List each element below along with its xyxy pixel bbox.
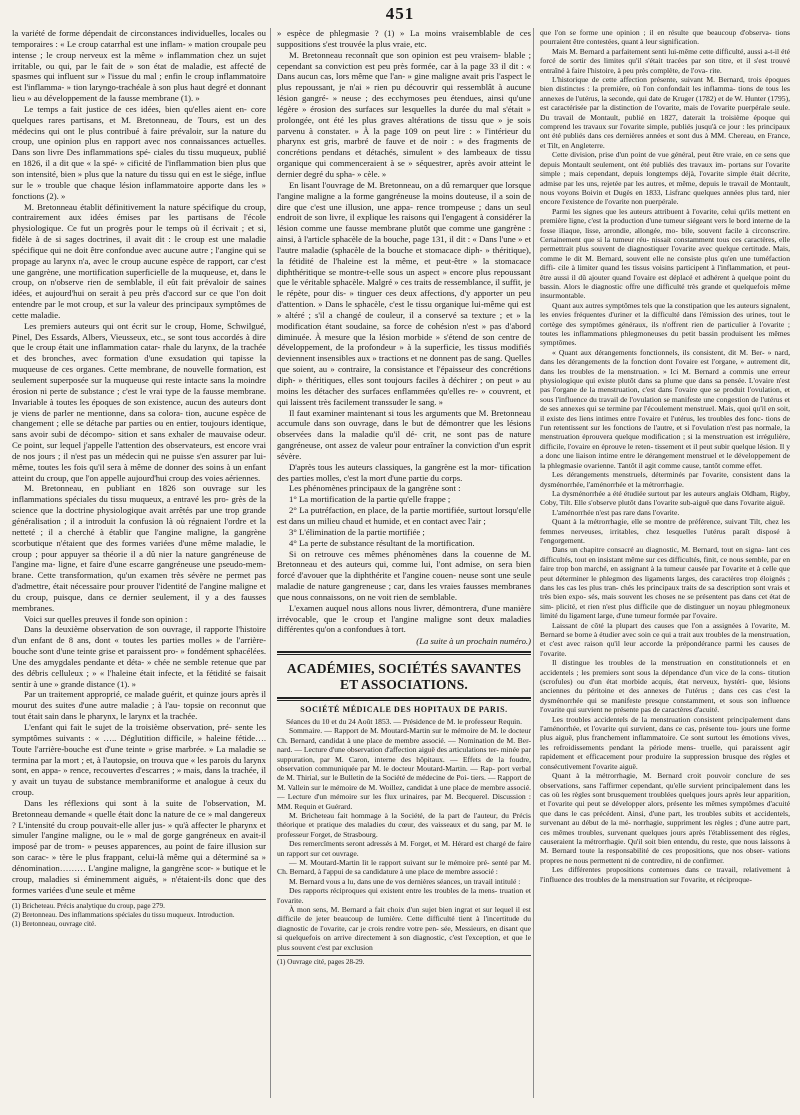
paragraph: L'aménorrhée n'est pas rare dans l'ovarite. xyxy=(552,507,680,517)
paragraph: Il faut examiner maintenant si tous les arguments que M. Bretonneau accumule dans son ouvrage, dans le but de démontrer que les lésions observées dans la maladie qu'il dé- crit, ne sont pas de nature gangréneuse, ont assez de valeur pour entraîner la conviction d'un esprit sévère. xyxy=(277,407,531,461)
section-rule xyxy=(277,697,531,701)
footnote: (1) Ouvrage cité, pages 28-29. xyxy=(277,958,365,967)
paragraph: 4° La perte de substance résultant de la mortification. xyxy=(289,537,475,548)
footnote: (1) Bricheteau. Précis analytique du croup, page 279. xyxy=(12,901,165,910)
society-title: SOCIÉTÉ MÉDICALE DES HOPITAUX DE PARIS. xyxy=(300,705,508,715)
paragraph: D'après tous les auteurs classiques, la gangrène est la mor- tification des parties molles, c'est la mort d'une partie du corps. xyxy=(277,461,531,483)
column-divider xyxy=(270,28,271,1098)
paragraph: Les troubles accidentels de la menstruation consistent principalement dans l'aménorrhée, et l'ovarite qui survient, dans ce cas, présente tou- jours une forme plus aiguë, plus franchement inflammatoire. Ce sont surtout les émotions vives, les refroidissements pendant la période mens- truelle, qui paraissent agir rapidement et efficacement pour produire la suppression brusque des règles et consécutivement l'ovarite aiguë. xyxy=(540,714,790,771)
column-middle xyxy=(277,28,531,1108)
paragraph: Dans la deuxième observation de son ouvrage, il rapporte l'histoire d'un enfant de 8 ans, dont « toutes les parties molles » de l'arrière-bouche sont d'une teinte grise et paraissent pro- » fondément sphacélées. Une des amygdales pendante et déta- » chée ne semble retenue que par des débris celluleux ; » « l'haleine était infecte, et la fétidité se faisait sentir à une » grande distance (1). » xyxy=(12,624,266,689)
paragraph: La dysménorrhée a été étudiée surtout par les auteurs anglais Oldham, Rigby, Coby, Tilt. Elle s'observe plutôt dans l'ovarite sub-aiguë que dans l'ovarite aiguë. xyxy=(540,488,790,508)
paragraph: L'historique de cette affection présente, suivant M. Bernard, trois époques bien distinctes : la première, où l'on confondait les inflamma- tions de tous les annexes de l'utérus, la seconde, qui date de Kruger (1782) et de W. Hunter (1795), est caractérisée par la distinction de l'ovarite, mais de l'ovarite puerpérale seule. Du travail de Montault, publié en 1827, daterait la troisième époque qui comprend les travaux sur l'ovarite simple, publiés jusqu'à ce jour : les principaux ont été publiés dans ces dernières années et sont dus à MM. Chereau, en France, et Tilt, en Angleterre. xyxy=(540,75,790,150)
paragraph: — M. Moutard-Martin lit le rapport suivant sur le mémoire pré- senté par M. Ch. Bernard, à l'appui de sa candidature à une place de membre associé : xyxy=(277,858,531,877)
paragraph: Il distingue les troubles de la menstruation en constitutionnels et en accidentels ; les premiers sont sous la dépendance d'un vice de la cons- titution (scrofules) ou d'un état morbide acquis, état nerveux, hystéri- que, lésions anciennes du péritoine et des annexes de l'utérus ; dans ces cas c'est la dysménorrhée qui se manifeste presque constamment, et sous son influence l'ovarite qui survient ne présente pas de caractères d'acuité. xyxy=(540,658,790,715)
paragraph: À mon sens, M. Bernard a fait choix d'un sujet bien ingrat et sur lequel il est difficile de jeter beaucoup de lumière. Cette difficulté tient à l'incertitude du diagnostic de l'ovarite, car je crois rendre votre pen- sée, Messieurs, en disant que si quelquefois on arrive directement à son diagnostic, c'est l'exception, et que le plus souvent c'est par exclusion xyxy=(277,905,531,952)
session-summary: Sommaire. — Rapport de M. Moutard-Martin sur le mémoire de M. le docteur Ch. Bernard, candidat à une place de membre associé. — Nomination de M. Ber- nard. — Lecture d'une observation d'affection aiguë des articulations ter- minée par suppuration, par M. Caron, interne des hôpitaux. — Effets de la foudre, observation communiquée par M. le docteur Moutard-Martin. — Rap- port verbal de M. Thirial, sur le Bulletin de la Société de médecine de Poi- tiers. — Rapport de M. Vallein sur le mémoire de M. Woillez, candidat à une place de membre associé. — Lecture d'un mémoire sur les flux urinaires, par M. Becquerel. Discussion : MM. Requin et Guérard. xyxy=(277,726,531,811)
paragraph: Quant à la métrorrhagie, M. Bernard croit pouvoir conclure de ses observations, sans l'affirmer cependant, qu'elle survient principalement dans les cas où les règles sont brusquement troublées quelques jours après leur apparition, et l'ovarite qui peut se développer alors, présente les mêmes symptômes d'acuité que dans le cas précédent. Ainsi, d'une part, les troubles subits et accidentels, survenant au début de la mé- norrhagie, suppriment les règles ; d'une autre part, ces mêmes troubles, survenant quelques jours après l'établissement des règles, causeraient la métrorrhagie. Qu'il soit bien entendu, du reste, que nous laissons à M. Bernard toute la responsabilité de ces propositions, que nos obser- vations propres ne nous permettent ni de contredire, ni de confirmer. xyxy=(540,771,790,865)
paragraph: 1° La mortification de la partie qu'elle frappe ; xyxy=(289,494,451,505)
session-dates: Séances du 10 et du 24 Août 1853. — Présidence de M. le professeur Requin. xyxy=(286,716,522,726)
paragraph: M. Bretonneau reconnaît que son opinion est peu vraisem- blable ; cependant sa conviction est peu près formée, car à la page 33 il dit : « Dans aucun cas, lors même que l'an- » gine maligne avait pris l'aspect le plus repoussant, je n'ai » rien pu découvrir qui ressemblât à aucune lésion gangré- » neuse ; des ecchymoses peu étendues, ainsi qu'une légère » érosion des surfaces sur lesquelles la durée du mal s'était » prolongée, ont été les plus graves altérations de tissu que » je sois parvenu à constater. » À la page 109 on peut lire : » l'intérieur du pharynx est gris, marbré de fauve et de noir : » des fragments de concrétions pendans et détachés, simulent » des lambeaux de tissu organique qui commenceraient à se » séquestrer, après avoir atteint le dernier degré du spha- » cèle. » xyxy=(277,49,531,179)
article-continuation-note: (La suite à un prochain numéro.) xyxy=(416,636,531,647)
column-divider xyxy=(533,28,534,1098)
footnotes xyxy=(277,955,531,967)
paragraph: L'enfant qui fait le sujet de la troisième observation, pré- sente les symptômes suivants : « ….. Déglutition difficile, » haleine fétide…. Toute l'arrière-bouche est d'une teinte » grise marbrée. » La maladie se termina par la mort ; et, à l'autopsie, on trouva que « les parois du larynx sont, en appa- » rence, recouvertes d'escarres ; » mais, dans la trachée, il y avait un tuyau de substance membraniforme et analogue à ceux du croup. xyxy=(12,722,266,798)
page-number: 451 xyxy=(385,4,415,23)
paragraph: 2° La putréfaction, en place, de la partie mortifiée, surtout lorsqu'elle est dans un milieu chaud et humide, et en contact avec l'air ; xyxy=(277,505,531,526)
paragraph: Voici sur quelles preuves il fonde son opinion : xyxy=(24,613,188,624)
paragraph: Des rapports réciproques qui existent entre les troubles de la mens- truation et l'ovarite. xyxy=(277,886,531,905)
paragraph: Dans un chapitre consacré au diagnostic, M. Bernard, tout en signa- lant ces difficultés, tout en insistant même sur ces difficultés, finit, ce nous semble, par en faire trop bon marché, en assignant à la tumeur causée par l'ovarite et à celle que peut déterminer le phlegmon des ligaments larges, des caractères trop éloignés ; dans les cas les plus tran- chés les principaux traits de sa description sont vrais et très bien expo- sés, mais souvent les choses ne se présentent pas dans cet état de sim- plicité, et rien n'est plus difficile que de distinguer un noyau phlegmoneux limité du ligament large, d'une tumeur formée par l'ovaire. xyxy=(540,545,790,621)
paragraph: la variété de forme dépendait de circonstances individuelles, locales ou temporaires : « Le croup catarrhal est une inflam- » mation croupale peu intense ; le croup nerveux est la même » inflammation chez un sujet irritable, ou qui, par le fait de » son état de maladie, est affecté de spasmes qui influent sur » l'issue du mal ; enfin le croup inflammatoire est l'inflamma- » tion laryngo-trachéale à son plus haut degré et donnant lieu » au développement de la fausse membrane (1). » xyxy=(12,28,266,104)
paragraph: Laissant de côté la plupart des causes que l'on a assignées à l'ovarite, M. Bernard se borne à étudier avec soin ce qui a trait aux troubles de la menstruation, et c'est avec raison qu'il leur accorde la prépondérance parmi les causes de l'ovarite. xyxy=(540,620,790,658)
section-rule xyxy=(277,651,531,655)
footnotes xyxy=(12,899,266,929)
column-right xyxy=(540,28,790,1108)
paragraph: Les phénomènes principaux de la gangrène sont : xyxy=(289,483,461,494)
paragraph: Les premiers auteurs qui ont écrit sur le croup, Home, Schwilgué, Pinel, Des Essards, Albers, Vieusseux, etc., se sont tous accordés à dire que le croup était une inflammation catar- rhale du larynx, de la trachée et des bronches, avec formation d'une exsudation qui tapisse la muqueuse de ces organes. Cette membrane, de nouvelle formation, est seulement superposée sur la muqueuse qui reste intacte sans la moindre érosion ni perte de substance ; c'est le vrai type de la fausse membrane. Invariable à toutes les époques de son existence, aucun des auteurs dont je viens de parler ne mentionne, dans sa colora- tion, aucune espèce de changement ; elle se détache par parties ou en entier, toujours identique, sans avoir subi de décompo- sition et sans exhaler de mauvaise odeur. Ce point, sur lequel j'appelle l'attention des observateurs, est encore vrai de nos jours ; il n'est pas un médecin qui ne puisse s'en assurer par lui-même, toutes les fois qu'il sera à même de donner des soins à un enfant atteint du croup, que l'on appelle aujourd'hui croup des voies aériennes. xyxy=(12,320,266,483)
paragraph: Mais M. Bernard a parfaitement senti lui-même cette difficulté, aussi a-t-il été forcé de sortir des limites qu'il s'était tracées par son titre, et il s'est trouvé entraîné à faire l'histoire, à peu près complète, de l'ova- rite. xyxy=(540,46,790,75)
paragraph: Les différentes propositions contenues dans ce travail, relativement à l'influence des troubles de la menstruation sur l'ovarite, et réciproque- xyxy=(540,865,790,884)
footnote: (2) Bretonneau. Des inflammations spéciales du tissu muqueux. Introduction. xyxy=(12,910,235,919)
paragraph: que l'on se forme une opinion ; il en résulte que beaucoup d'observa- tions pourraient être contestées, quant à leur signification. xyxy=(540,28,790,47)
paragraph: Quant à la métrorrhagie, elle se montre de préférence, suivant Tilt, chez les femmes nerveuses, irritables, chez lesquelles l'utérus paraît disposé à l'engorgement. xyxy=(540,517,790,545)
paragraph: L'examen auquel nous allons nous livrer, démontrera, d'une manière irrévocable, que le croup et l'angine maligne sont deux maladies différentes qu'on a confondues à tort. xyxy=(277,602,531,635)
paragraph: Parmi les signes que les auteurs attribuent à l'ovarite, celui qu'ils mettent en première ligne, c'est la production d'une tumeur siégeant vers le bord interne de la fosse iliaque, lisse, arrondie, allongée, mo- bile, souvent facile à circonscrire. Certainement que si la tumeur réu- nissait constamment tous ces caractères, elle permettrait plus souvent de diagnostiquer l'ovarite avec quelque certitude. Mais, comme le dit M. Bernard, souvent elle ne consiste plus qu'en une tuméfaction diffi- cile à limiter quand les tissus voisins participent à l'inflammation, et peut-être aussi il dû ajouter quand l'ovaire est déplacé et adhérent à quelque point du bassin. Alors le diagnostic offre une difficulté très grande et quelquefois même insurmontable. xyxy=(540,206,790,301)
paragraph: Dans les réflexions qui sont à la suite de l'observation, M. Bretonneau demande « quelle était donc la nature de ce » mal dangereux ? L'intensité du croup pouvait-elle aller jus- » qu'à affecter le pharynx et simuler l'angine maligne, ou le » mal de gorge gangréneux en avait-il imposé par de trom- » peuses apparences, au point de faire illusion sur son carac- » tère le plus frappant, celui-là même qui a déterminé sa » dénomination……… L'angine maligne, la gangrène scor- » butique et le croup, maladies si éminemment aiguës, » n'étaient-ils donc que des formes variées d'une seule et même xyxy=(12,797,266,895)
paragraph: Les dérangements menstruels, déterminés par l'ovarite, consistent dans la dysménorrhée, l'aménorrhée et la métrorrhagie. xyxy=(540,470,790,489)
paragraph: Le temps a fait justice de ces idées, bien qu'elles aient en- core quelques rares partisans, et M. Bretonneau, de Tours, est un des médecins qui ont le plus contribué à faire prévaloir, sur la nature du croup, une opinion plus en rapport avec nos connaissances actuelles. Dans son livre Des inflammations spé- ciales du tissu muqueux, publié en 1826, il a dit que « la spé- » cificité de l'inflammation bien plus que son intensité, bien » plus que la nature du tissu qui en est le siége, influe sur le » trouble que chaque lésion inflammatoire apporte dans les » fonctions (2). » xyxy=(12,103,266,201)
paragraph: M. Bretonneau, en publiant en 1826 son ouvrage sur les inflammations spéciales du tissu muqueux, a entravé les pro- grès de la science que la doctrine physiologique avait arrêtés par une trop grande généralisation ; il a introduit la confusion là où régnaient l'ordre et la netteté ; il a cherché à établir que l'angine maligne, la gangrène scorbutique n'étaient que des formes variées d'une même maladie, le croup ; pour appuyer sa théorie il a dû nier la nature gangréneuse de l'angine ma- ligne, et faire d'une escarre gangréneuse une pseudo-mem- brane. Cette transformation, qu'un examen très sévère ne permet pas d'admettre, était nécessaire pour prouver l'identité de l'angine maligne et du croup, puisque, dans ce dernier seulement, il y a des fausses membranes. xyxy=(12,483,266,613)
column-left xyxy=(12,28,266,1108)
paragraph: 3° L'élimination de la partie mortifiée ; xyxy=(289,526,425,537)
paragraph: « Quant aux dérangements fonctionnels, ils consistent, dit M. Ber- » nard, dans les dérangements de la fonction dont l'ovaire est l'organe, » autrement dit, dans les troubles de la menstruation. » Ici M. Bernard a commis une erreur physiologique qui existe plutôt dans sa plume que dans sa pensée. L'ovaire n'est pas l'organe de la menstruation, c'est dans l'ovaire que se produit l'ovulation, et sous l'influence du travail de l'ovulation se manifeste une congestion de l'utérus et de ses annexes qui se termine par l'écoulement menstruel. Mais, quoi qu'il en soit, il existe des liens intimes entre l'ovaire et l'utérus, les troubles des fonc- tions de l'un retentissent sur les fonctions de l'autre, et si l'ovulation n'est pas normale, la menstruation éprouvera quelque modification ; si la menstruation est irrégulière, difficile, l'ovaire en éprouve le reten- tissement et il peut subir quelque lésion. Il y a donc une liaison intime entre le dérangement menstruel et le développement de la phlegmasie ovarienne. Tantôt il agit comme cause, tantôt comme effet. xyxy=(540,347,790,470)
paragraph: M. Bricheteau fait hommage à la Société, de la part de l'auteur, du Précis théorique et pratique des maladies du cœur, des vaisseaux et du sang, par M. le professeur Forget, de Strasbourg. xyxy=(277,811,531,839)
paragraph: M. Bretonneau établit définitivement la nature spécifique du croup, contrairement aux idées émises par les partisans de l'école physiologique. Ce fut un progrès pour le temps où il écrivait ; et si, fidèle à de si sages doctrines, il avait dit : le croup est une maladie spécifique qui ne doit être confondue avec aucune autre ; l'angine qui se propage au larynx n'a, avec le croup aucune espèce de rapport, car c'est une gangrène, une mortification superficielle de la muqueuse, et, dans le croup, on n'observe rien de semblable, il eût fait prévaloir de saines idées, et aujourd'hui on serait à peu près d'accord sur ce que l'on doit entendre par le mot croup, et sur la valeur des principaux symptômes de cette maladie. xyxy=(12,201,266,320)
paragraph: Par un traitement approprié, ce malade guérit, et quinze jours après il mourut des suites d'une autre maladie ; à l'au- topsie on reconnut que tout était sain dans le pharynx, le larynx et la trachée. xyxy=(12,689,266,722)
paragraph: Si on retrouve ces mêmes phénomènes dans la couenne de M. Bretonneau et des auteurs qui, comme lui, l'ont admise, on sera bien forcé d'avouer que la diphthérite et l'angine couen- neuse sont une seule maladie de nature gangreneuse ; car, dans les vraies fausses membranes que nous connaissons, on ne voit rien de semblable. xyxy=(277,548,531,602)
section-heading: ACADÉMIES, SOCIÉTÉS SAVANTES ET ASSOCIATIONS. xyxy=(286,661,522,693)
paragraph: Cette division, prise d'un point de vue général, peut être vraie, en ce sens que depuis Montault seulement, ont été publiés des travaux im- portans sur l'ovarite simple ; mais cependant, depuis longtemps déjà, l'ovarite simple était décrite, admise par les uns, rejetée par les autres, et même, depuis le travail de Montault, nous voyons Boivin et Dugès en 1833, Lisfranc quelques années plus tard, nier encore l'existence de l'ovarite non puerpérale. xyxy=(540,150,790,207)
paragraph: » espèce de phlegmasie ? (1) » La moins vraisemblable de ces suppositions s'est trouvée la plus vraie, etc. xyxy=(277,28,531,49)
paragraph: En lisant l'ouvrage de M. Bretonneau, on a dû remarquer que lorsque l'angine maligne a la forme gangréneuse la moins douteuse, il a soin de dire que c'est une illusion, une appa- rence trompeuse ; dans un seul endroit de son livre, il explique les raisons qui l'engagent à considérer la lésion comme une fausse membrane plutôt que comme une gangrène : ainsi, à l'article sphacèle de la bouche, page 131, il dit : « Dans l'une » et l'autre maladie (sphacèle de la bouche et stomacace diph- » théritique), la fétidité de l'haleine est la même, et peut-être » la stomacace diphthéritique se montre-t-elle sous un aspect » encore plus repoussant que le véritable sphacèle. Malgré » ces traits de ressemblance, il suffit, je le répète, pour dis- » tinguer ces deux affections, d'y apporter un peu d'attention. » Dans le sphacèle, c'est le tissu organique lui-même qui est » altéré ; s'il a changé de couleur, il a conservé sa texture ; et » la modification étant soudaine, sa force de cohésion n'est » pas d'abord diminuée. À mesure que la lésion morbide » s'étend de son centre de développement, de la profondeur » à la superficie, les tissus modifiés deviennent insensibles aux » tractions et ne donnent pas de sang. Quelles que soient, au » contraire, la consistance et l'épaisseur des concrétions diph- » théritiques, elles sont toujours faciles à déchirer ; on peut » au moins les détacher des surfaces enflammées qu'elles re- » couvrent, et qui laissent très facilement transsuder le sang. » xyxy=(277,179,531,407)
paragraph: M. Bernard vous a lu, dans une de vos dernières séances, un travail intitulé : xyxy=(289,876,521,886)
paragraph: Quant aux autres symptômes tels que la constipation que les auteurs signalent, les envies fréquentes d'uriner et la difficulté dans l'émission des urines, tout le cortège des symptômes généraux, ils n'offrent rien de particulier à l'ovarite ; toutes les inflammations phlegmoneuses du petit bassin produisent les mêmes symptômes. xyxy=(540,300,790,348)
footnote: (1) Bretonneau, ouvrage cité. xyxy=(12,919,97,928)
paragraph: Des remercîments seront adressés à M. Forget, et M. Hérard est chargé de faire un rapport sur cet ouvrage. xyxy=(277,839,531,858)
